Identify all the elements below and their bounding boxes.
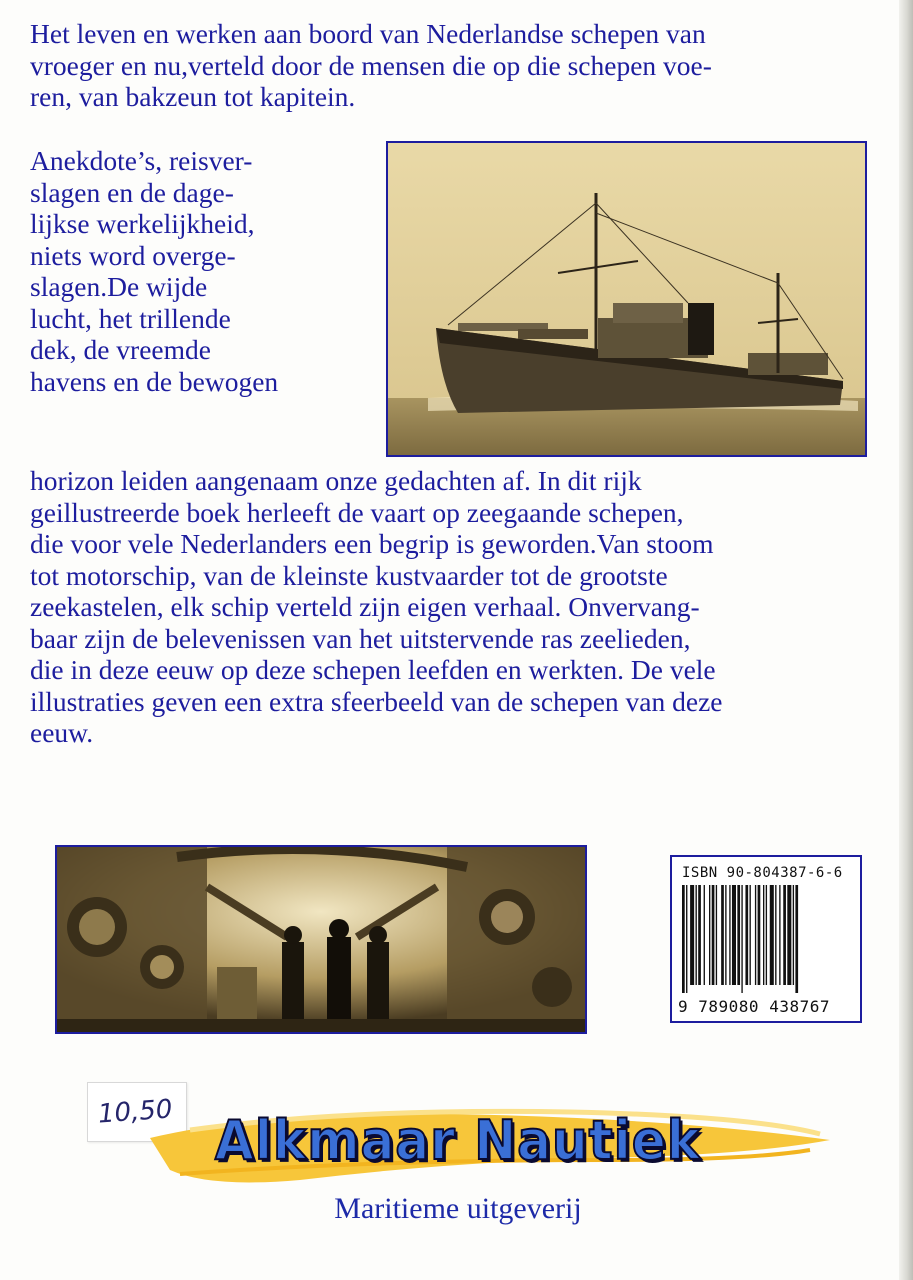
main-line: horizon leiden aangenaam onze gedachten af. In dit rijk	[30, 465, 642, 496]
steamship-photo	[386, 141, 867, 457]
barcode-bar	[783, 885, 786, 985]
barcode-bar	[750, 885, 751, 985]
barcode-bar	[696, 885, 697, 985]
wrapped-paragraph	[30, 145, 370, 397]
intro-line: Het leven en werken aan boord van Nederlandse schepen van	[30, 18, 706, 49]
main-line: illustraties geven een extra sfeerbeeld van de schepen van deze	[30, 685, 723, 717]
steamship-illustration	[388, 143, 865, 455]
wrapped-line: slagen en de dage-	[30, 176, 234, 208]
intro-line: vroeger en nu,verteld door de mensen die op die schepen voe-	[30, 49, 712, 81]
wrapped-line: slagen.De wijde	[30, 271, 208, 302]
barcode-bar	[716, 885, 717, 985]
wrapped-line: havens en de bewogen	[30, 365, 279, 397]
main-line: baar zijn de belevenissen van het uitstervende ras zeelieden,	[30, 622, 691, 654]
barcode-bar	[698, 885, 701, 985]
intro-line: ren, van bakzeun tot kapitein.	[30, 81, 356, 112]
engine-room-illustration	[57, 847, 585, 1032]
isbn-barcode-box	[670, 855, 862, 1023]
wrapped-line: lucht, het trillende	[30, 302, 231, 334]
main-line: die in deze eeuw op deze schepen leefden en werkten. De vele	[30, 654, 716, 685]
barcode-bar	[709, 885, 710, 985]
barcode-bar	[787, 885, 791, 985]
barcode-bar	[745, 885, 748, 985]
price-handwritten: 10,50	[97, 1094, 174, 1130]
publisher-logo-name: Alkmaar Nautiek	[214, 1109, 702, 1172]
main-line: geillustreerde boek herleeft de vaart op zeegaande schepen,	[30, 496, 684, 528]
wrapped-line: Anekdote’s, reisver-	[30, 145, 253, 176]
main-line: zeekastelen, elk schip verteld zijn eigen verhaal. Onvervang-	[30, 591, 700, 622]
barcode-bar	[779, 885, 780, 985]
main-line: tot motorschip, van de kleinste kustvaarder tot de grootste	[30, 559, 668, 591]
barcode-bar	[721, 885, 724, 985]
barcode-bar	[737, 885, 740, 985]
barcode-bar	[763, 885, 764, 985]
ean-number: 9 789080 438767	[678, 997, 830, 1016]
barcode-bar	[758, 885, 761, 985]
page-edge	[899, 0, 913, 1280]
publisher-tagline: Maritieme uitgeverij	[334, 1192, 582, 1225]
main-line: die voor vele Nederlanders een begrip is geworden.Van stoom	[30, 528, 714, 559]
intro-paragraph	[30, 18, 890, 113]
barcode-bar	[704, 885, 705, 985]
barcode-bar	[775, 885, 776, 985]
isbn-number: ISBN 90-804387-6-6	[682, 865, 843, 881]
barcode-bar	[766, 885, 767, 985]
barcode-bar	[755, 885, 756, 985]
barcode-bar	[729, 885, 730, 985]
barcode-bar	[732, 885, 736, 985]
barcode-bar	[770, 885, 774, 985]
main-paragraph	[30, 465, 890, 749]
wrapped-line: dek, de vreemde	[30, 334, 211, 365]
wrapped-line: lijkse werkelijkheid,	[30, 208, 255, 239]
wrapped-line: niets word overge-	[30, 239, 236, 271]
barcode-bar	[741, 885, 742, 993]
barcode-bar	[712, 885, 715, 985]
barcode-bar	[725, 885, 726, 985]
barcode-bar	[793, 885, 794, 985]
main-line: eeuw.	[30, 717, 94, 748]
barcode-bar	[690, 885, 694, 985]
barcode-bars	[680, 885, 852, 993]
barcode-bar	[682, 885, 685, 993]
barcode-bar	[795, 885, 798, 993]
barcode-bar	[686, 885, 687, 993]
engine-room-photo	[55, 845, 587, 1034]
